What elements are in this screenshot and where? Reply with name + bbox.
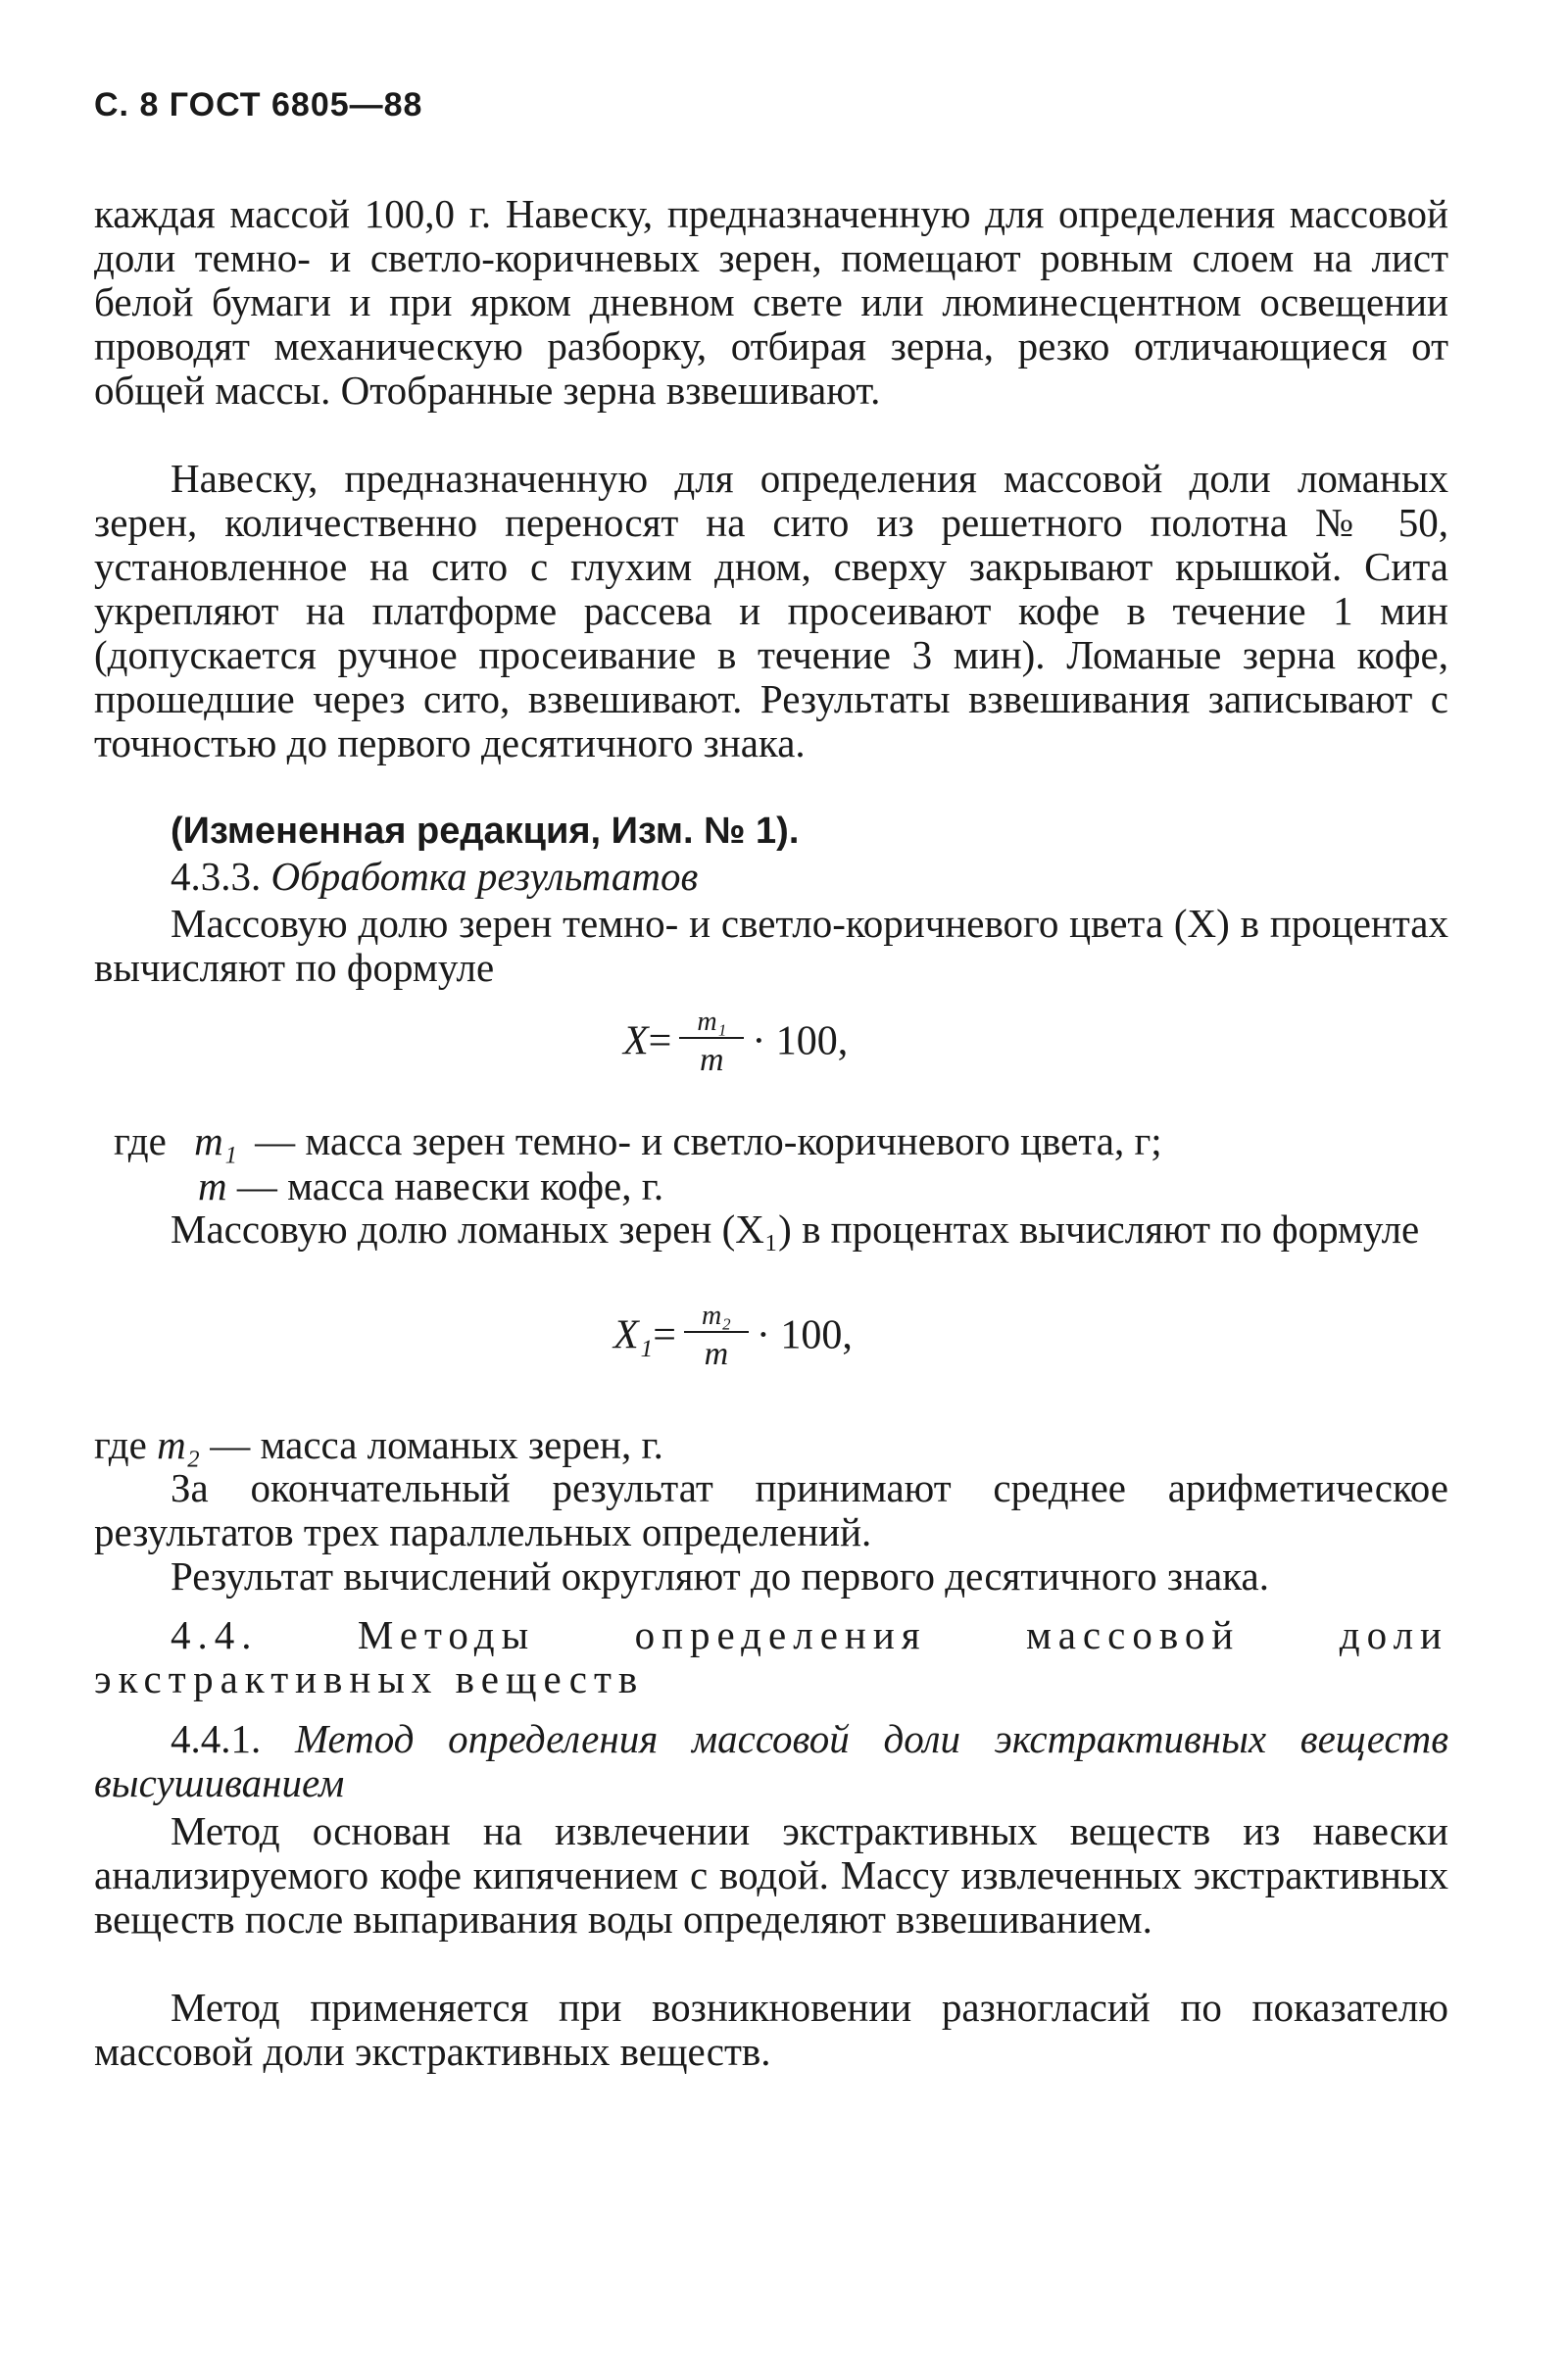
definition-text: — масса зерен темно- и светло-коричневого цвета, г; xyxy=(255,1118,1162,1163)
formula-multiplier: · 100, xyxy=(756,1312,853,1358)
formula-denominator: m xyxy=(704,1336,729,1372)
section-title: Обработка результатов xyxy=(270,854,699,899)
section-4-4-heading: 4.4. Методы определения массовой доли экстрактивных веществ xyxy=(94,1612,1448,1701)
paragraph-formula1-intro: Массовую долю зерен темно- и светло-коричневого цвета (X) в процентах вычисляют по формуле xyxy=(94,901,1448,990)
formula-lhs: X xyxy=(623,1018,649,1064)
definition-m2 xyxy=(94,1421,663,1468)
paragraph-method-usage: Метод применяется при возникновении разногласий по показателю массовой доли экстрактивных веществ. xyxy=(94,1985,1448,2074)
definition-symbol: m₂ xyxy=(157,1422,200,1467)
paragraph-sampling: каждая массой 100,0 г. Навеску, предназначенную для определения массовой доли темно- и светло-коричневых зерен, помещают ровным слоем на лист белой бумаги и при ярком дневном свете или люминесцентном освещении проводят механическую разборку, отбирая зерна, резко отличающиеся от общей массы. Отобранные зерна взвешивают. xyxy=(94,191,1448,413)
definition-m1 xyxy=(114,1117,1162,1164)
definition-text: — масса навески кофе, г. xyxy=(236,1163,664,1208)
paragraph-rounding: Результат вычислений округляют до первого десятичного знака. xyxy=(171,1553,1269,1599)
formula-numerator: m₁ xyxy=(679,1008,744,1039)
section-number: 4.3.3. xyxy=(171,854,262,899)
definition-symbol: m₁ xyxy=(194,1118,238,1163)
page-header: С. 8 ГОСТ 6805—88 xyxy=(94,86,423,123)
definition-symbol: m xyxy=(198,1163,227,1208)
section-number: 4.4.1. xyxy=(171,1716,262,1761)
formula-lhs: X₁ xyxy=(613,1312,654,1358)
section-title: Метод определения массовой доли экстрактивных веществ высушиванием xyxy=(94,1716,1449,1805)
definition-m xyxy=(198,1162,663,1209)
amendment-note: (Измененная редакция, Изм. № 1). xyxy=(171,811,800,852)
paragraph-final-result: За окончательный результат принимают среднее арифметическое результатов трех параллельных определений. xyxy=(94,1465,1448,1554)
definition-where: где xyxy=(94,1422,147,1467)
paragraph-method-basis: Метод основан на извлечении экстрактивных веществ из навески анализируемого кофе кипячением с водой. Массу извлеченных экстрактивных веществ после выпаривания воды определяют взвешиванием. xyxy=(94,1808,1448,1942)
formula-denominator: m xyxy=(700,1042,724,1078)
section-4-4-1-heading xyxy=(94,1717,1448,1805)
formula-x xyxy=(623,1008,848,1082)
formula-equals: = xyxy=(653,1312,676,1358)
definition-text: — масса ломаных зерен, г. xyxy=(210,1422,663,1467)
formula-multiplier: · 100, xyxy=(752,1018,849,1064)
formula-x1 xyxy=(613,1302,853,1376)
section-4-3-3-heading xyxy=(94,855,1448,899)
formula-fraction xyxy=(684,1302,749,1376)
paragraph-broken-beans: Навеску, предназначенную для определения массовой доли ломаных зерен, количественно переносят на сито из решетного полотна № 50, установленное на сито с глухим дном, сверху закрывают крышкой. Сита укрепляют на платформе рассева и просеивают кофе в течение 1 мин (допускается ручное просеивание в течение 3 мин). Ломаные зерна кофе, прошедшие через сито, взвешивают. Результаты взвешивания записывают с точностью до первого десятичного знака. xyxy=(94,456,1448,765)
paragraph-formula2-intro: Массовую долю ломаных зерен (X₁) в процентах вычисляют по формуле xyxy=(171,1206,1420,1252)
formula-equals: = xyxy=(648,1018,672,1064)
definition-where: где xyxy=(114,1118,167,1163)
formula-fraction xyxy=(679,1008,744,1082)
formula-numerator: m₂ xyxy=(684,1302,749,1333)
